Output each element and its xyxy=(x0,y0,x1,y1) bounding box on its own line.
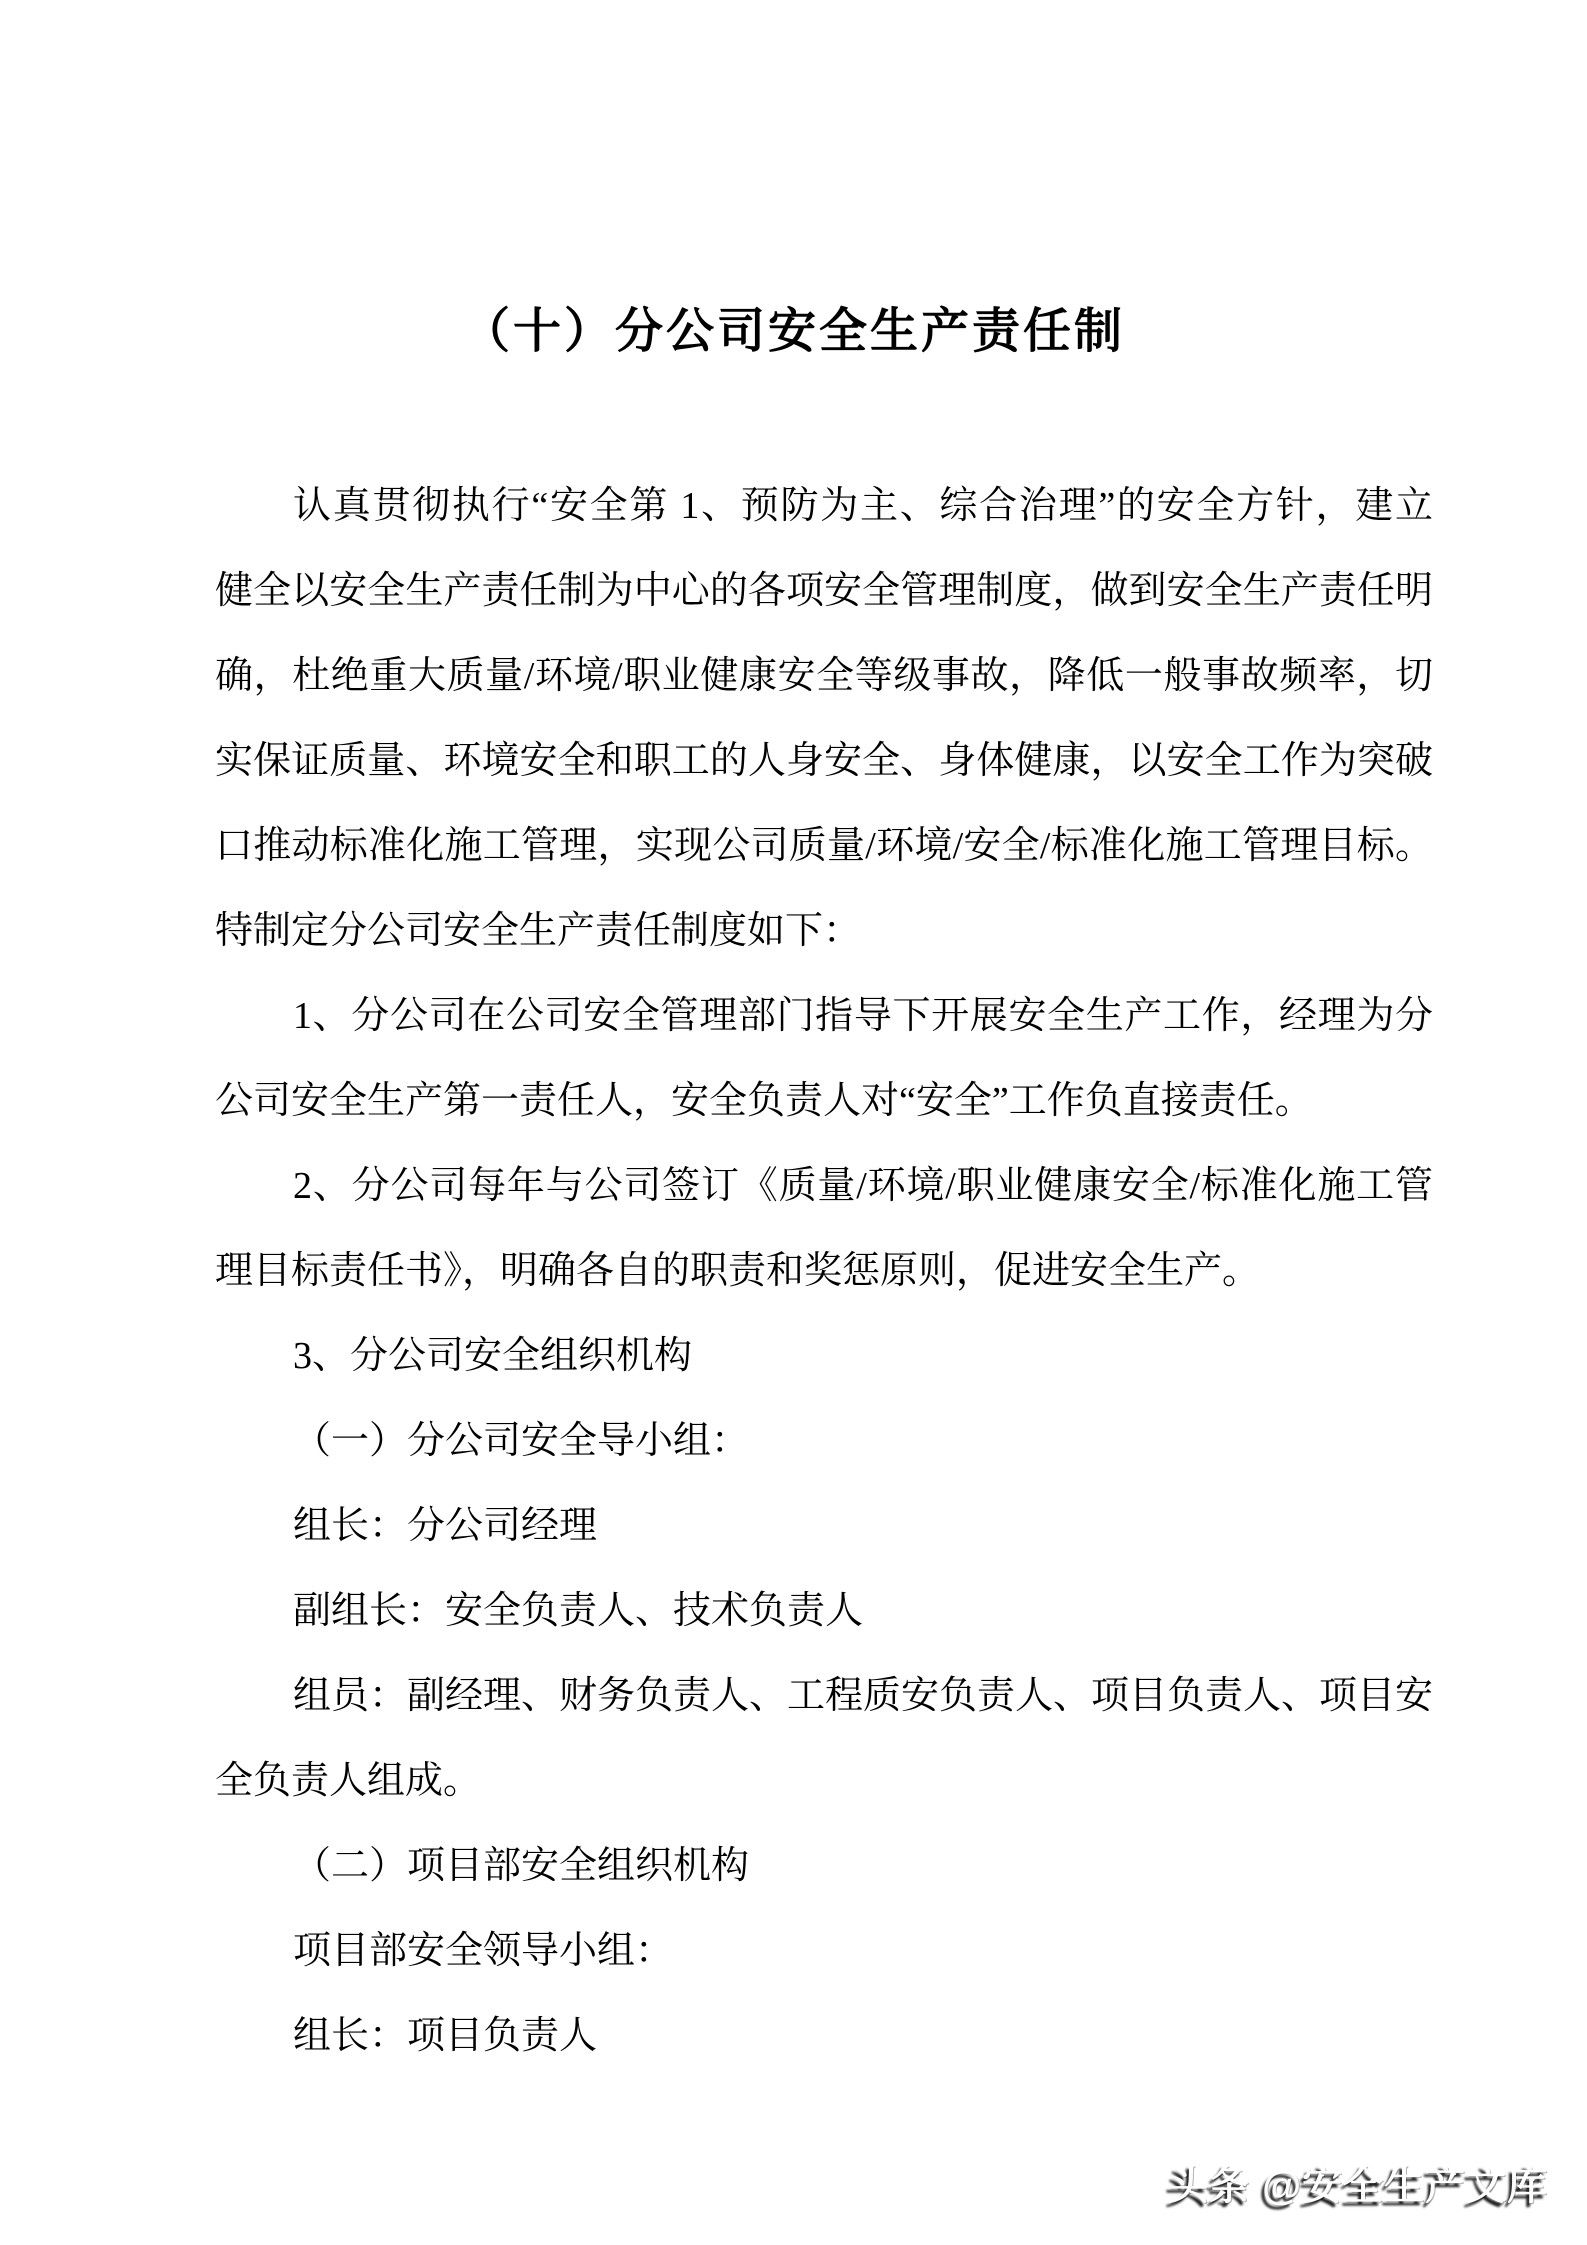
text-line: 1、分公司在公司安全管理部门指导下开展安全生产工作，经理为分 xyxy=(293,995,1433,1037)
text-line: 3、分公司安全组织机构 xyxy=(293,1335,693,1377)
toutiao-watermark: 头条 @安全生产文库 xyxy=(1168,2164,1549,2208)
text-line: 口推动标准化施工管理，实现公司质量/环境/安全/标准化施工管理目标。 xyxy=(215,825,1433,867)
text-line: 组长：项目负责人 xyxy=(293,2015,598,2057)
text-line: 确，杜绝重大质量/环境/职业健康安全等级事故，降低一般事故频率，切 xyxy=(215,655,1433,697)
text-line: 实保证质量、环境安全和职工的人身安全、身体健康，以安全工作为突破 xyxy=(215,740,1433,782)
text-line: 项目部安全领导小组： xyxy=(293,1930,674,1972)
document-body xyxy=(215,464,1433,2079)
text-line: 理目标责任书》，明确各自的职责和奖惩原则，促进安全生产。 xyxy=(215,1250,1261,1292)
text-line: 组员：副经理、财务负责人、工程质安负责人、项目负责人、项目安 xyxy=(293,1675,1434,1717)
text-line: 组长：分公司经理 xyxy=(293,1505,598,1547)
text-line: 认真贯彻执行“安全第 1、预防为主、综合治理”的安全方针，建立 xyxy=(293,485,1433,527)
text-line: 特制定分公司安全生产责任制度如下： xyxy=(215,910,862,952)
text-line: 公司安全生产第一责任人，安全负责人对“安全”工作负直接责任。 xyxy=(215,1080,1313,1122)
text-line: 全负责人组成。 xyxy=(215,1760,482,1802)
text-line: 健全以安全生产责任制为中心的各项安全管理制度，做到安全生产责任明 xyxy=(215,570,1433,612)
document-title: （十）分公司安全生产责任制 xyxy=(461,305,1125,358)
text-line: （一）分公司安全导小组： xyxy=(293,1420,750,1462)
text-line: （二）项目部安全组织机构 xyxy=(293,1845,750,1887)
text-line: 副组长：安全负责人、技术负责人 xyxy=(293,1590,864,1632)
text-line: 2、分公司每年与公司签订《质量/环境/职业健康安全/标准化施工管 xyxy=(293,1165,1433,1207)
